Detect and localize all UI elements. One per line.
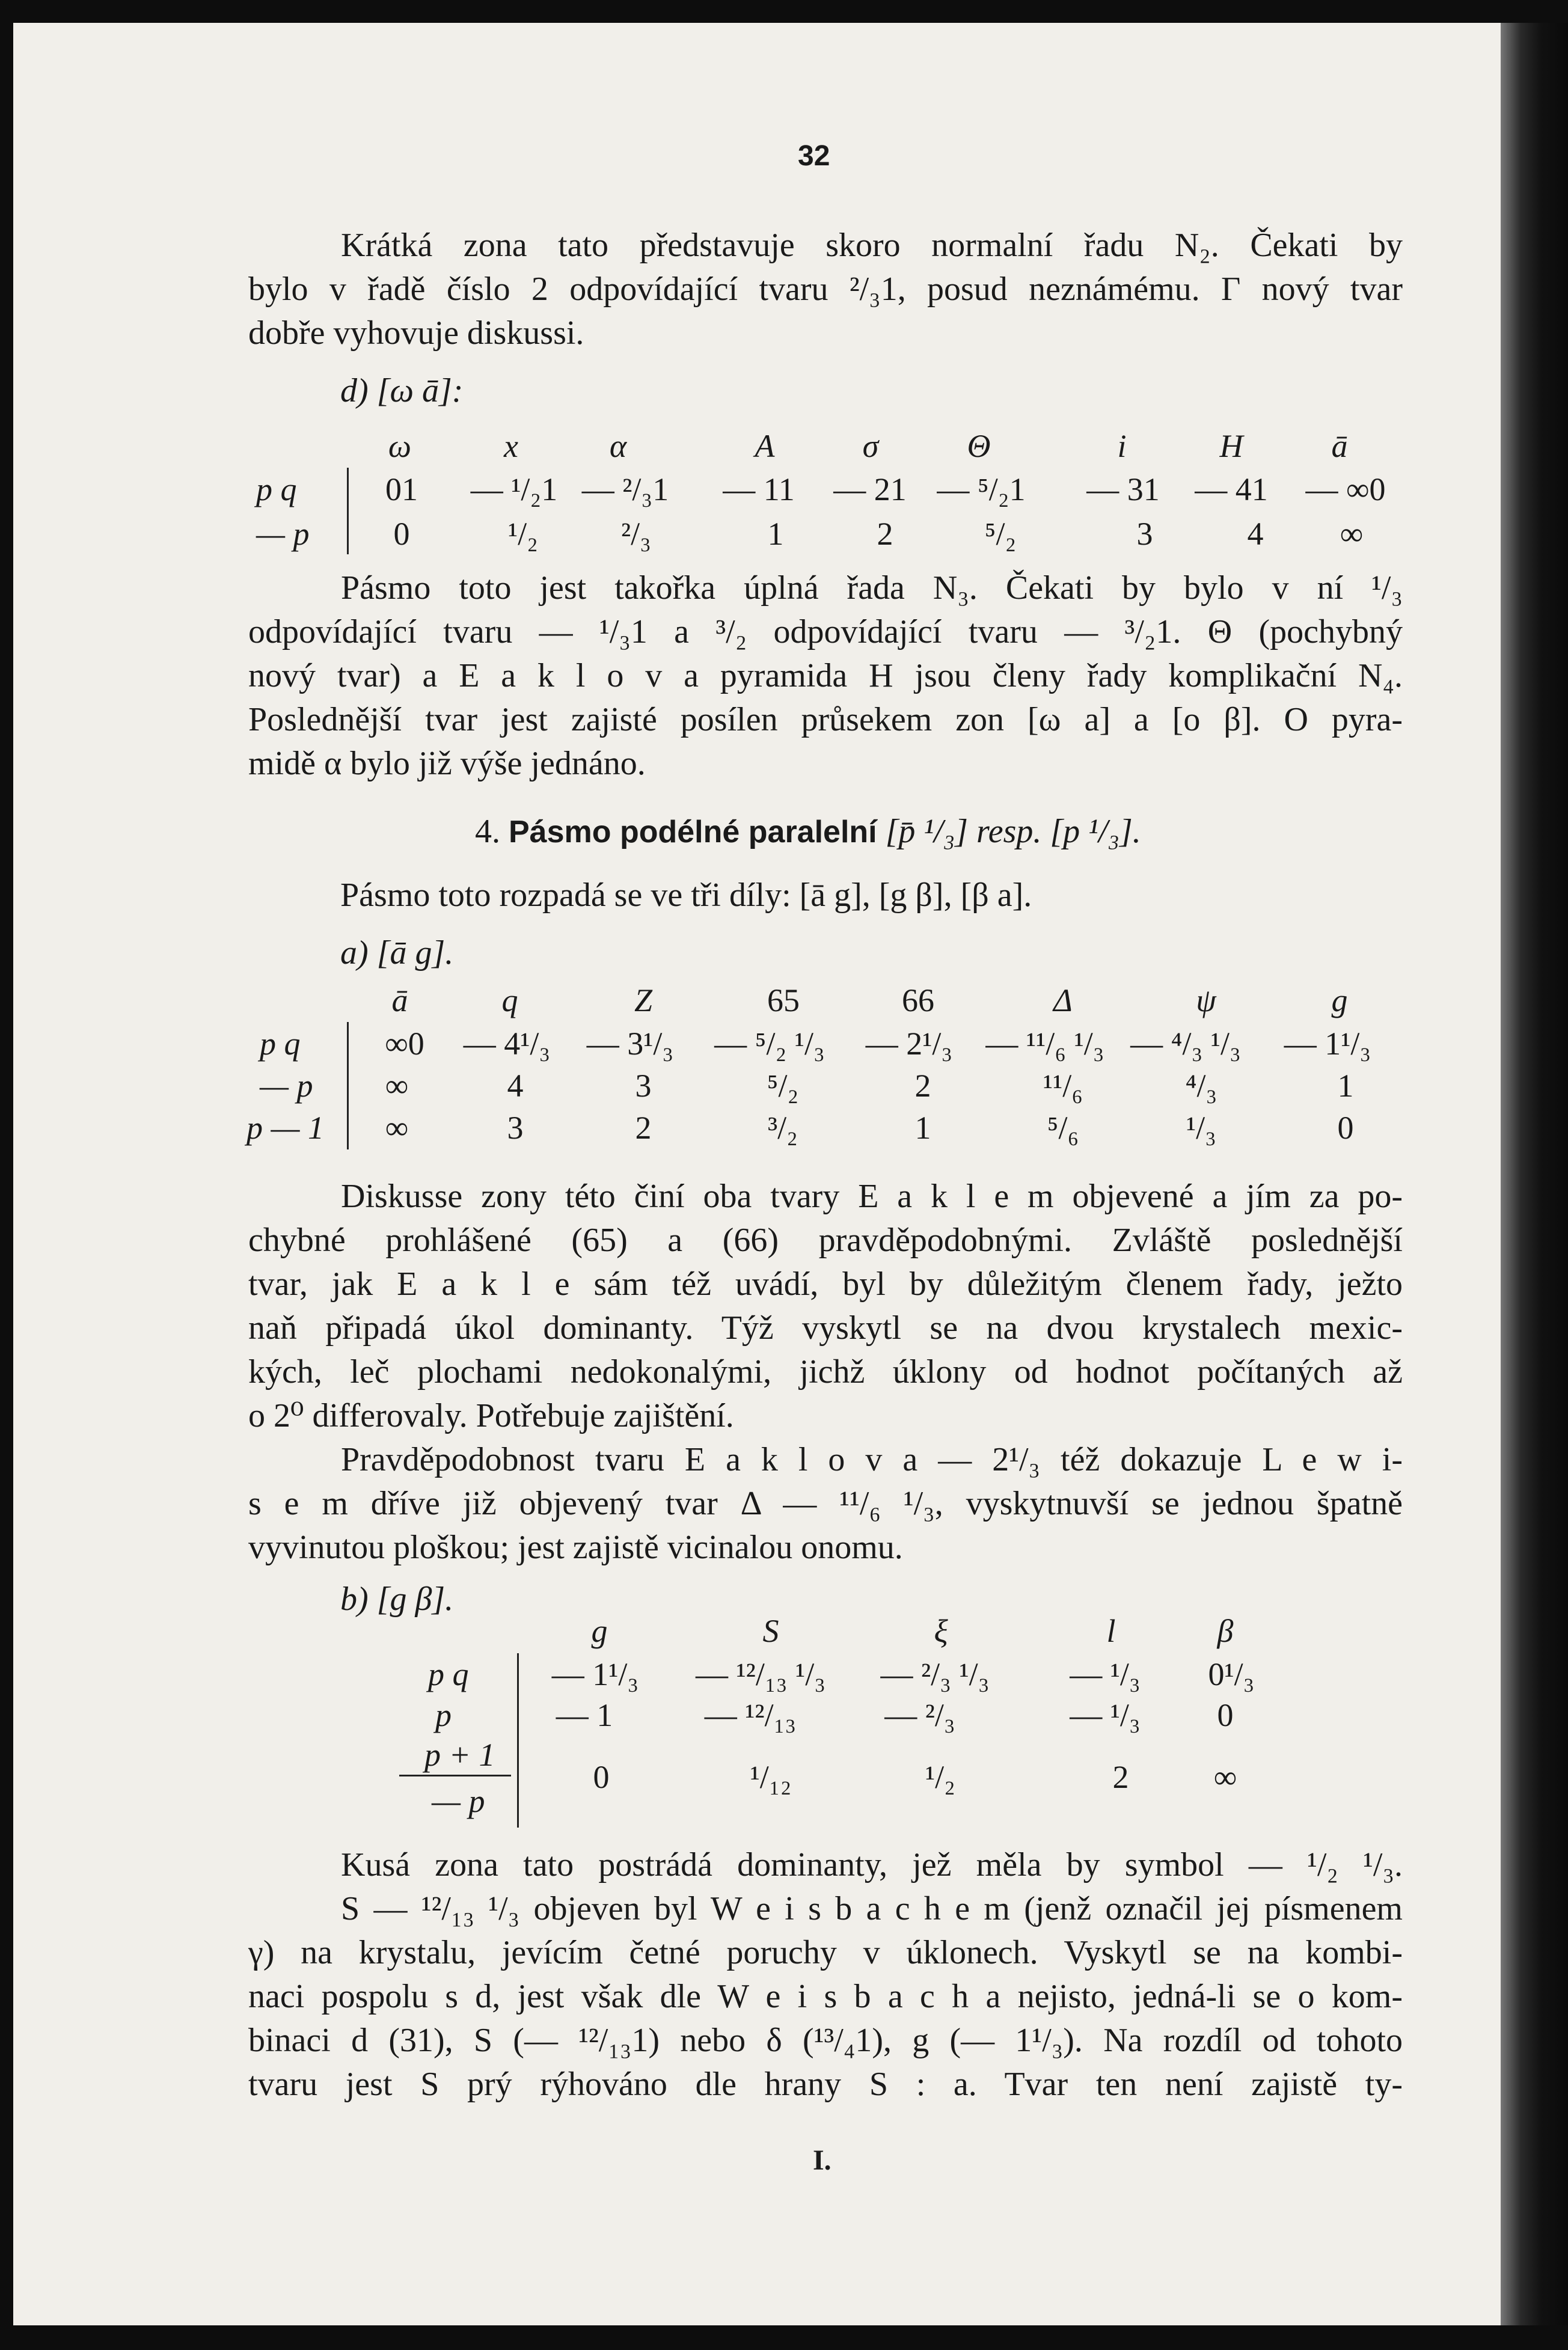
table-b-r1-c1: — ¹²/₁₃ xyxy=(704,1697,797,1733)
table-a-r0-c1: — 4¹/₃ xyxy=(463,1026,551,1062)
paragraph6-line1: Kusá zona tato postrádá dominanty, jež měla by symbol — ¹/₂ ¹/₃. xyxy=(341,1846,1403,1883)
table-a-divider xyxy=(347,1022,349,1149)
paragraph2-line5: midě α bylo již výše jednáno. xyxy=(248,745,646,782)
section-a-heading: a) [ā g]. xyxy=(340,934,454,972)
paragraph4-line2: chybné prohlášené (65) a (66) pravděpodobnými. Zvláště poslednější xyxy=(248,1222,1403,1259)
paragraph2-line1: Pásmo toto jest takořka úplná řada N₃. Čekati by bylo v ní ¹/₃ xyxy=(341,569,1403,607)
paragraph4-line6: o 2⁰ differovaly. Potřebuje zajištění. xyxy=(248,1397,734,1434)
table-a-r1-c6: ⁴/₃ xyxy=(1185,1068,1217,1104)
paragraph1-line3: dobře vyhovuje diskussi. xyxy=(248,314,584,352)
section4-number: 4. xyxy=(475,813,500,850)
paragraph6-line2: S — ¹²/₁₃ ¹/₃ objeven byl W e i s b a c h e m (jenž označil jej písmenem xyxy=(341,1890,1403,1927)
paragraph4-line3: tvar, jak E a k l e sám též uvádí, byl by důležitým členem řady, ježto xyxy=(248,1265,1403,1303)
table-b-r1-c4: 0 xyxy=(1217,1697,1234,1733)
table-d-r1-c6: 3 xyxy=(1136,516,1153,552)
table-d-header-4: σ xyxy=(862,428,879,464)
table-d-header-7: H xyxy=(1219,428,1243,464)
table-b-r2-c1: ¹/₁₂ xyxy=(750,1759,792,1795)
table-b-r2-c0: 0 xyxy=(593,1759,610,1795)
table-a-header-0: ā xyxy=(391,982,408,1018)
table-a-r1-c1: 4 xyxy=(507,1068,524,1104)
paragraph6-line3: γ) na krystalu, jevícím četné poruchy v úklonech. Vyskytl se na kombi- xyxy=(248,1934,1403,1971)
table-b-header-2: ξ xyxy=(934,1613,948,1649)
paragraph6-line5: binaci d (31), S (— ¹²/₁₃1) nebo δ (¹³/₄1), g (— 1¹/₃). Na rozdíl od tohoto xyxy=(248,2022,1403,2059)
table-d-r0-c1: — ¹/₂1 xyxy=(470,471,558,507)
table-a-r0-c2: — 3¹/₃ xyxy=(586,1026,674,1062)
table-b-r0-c4: 0¹/₃ xyxy=(1208,1656,1255,1692)
table-d-r1-c7: 4 xyxy=(1247,516,1264,552)
table-a-r1-c5: ¹¹/₆ xyxy=(1043,1068,1083,1104)
table-b-r1-c2: — ²/₃ xyxy=(884,1697,955,1733)
table-b-divider xyxy=(517,1653,519,1828)
table-d-r0-c5: — ⁵/₂1 xyxy=(937,471,1026,507)
table-a-r1-c7: 1 xyxy=(1337,1068,1354,1104)
table-a-header-5: Δ xyxy=(1053,982,1073,1018)
page-number: 32 xyxy=(798,140,830,172)
table-b-r2-c4: ∞ xyxy=(1213,1759,1237,1795)
table-a-row1-label: — p xyxy=(260,1068,313,1104)
table-a-header-7: g xyxy=(1331,982,1348,1018)
section-b-heading: b) [g β]. xyxy=(340,1580,454,1618)
paragraph4-line1: Diskusse zony této činí oba tvary E a k l e m objevené a jím za po- xyxy=(341,1178,1403,1215)
table-a-r1-c0: ∞ xyxy=(385,1068,409,1104)
table-a-r2-c6: ¹/₃ xyxy=(1186,1110,1217,1146)
table-a-r0-c3: — ⁵/₂ ¹/₃ xyxy=(714,1026,825,1062)
table-a-header-4: 66 xyxy=(902,982,934,1018)
table-d-header-6: i xyxy=(1117,428,1127,464)
table-d-divider xyxy=(347,468,349,554)
paragraph6-line6: tvaru jest S prý rýhováno dle hrany S : a. Tvar ten není zajistě ty- xyxy=(248,2066,1403,2103)
table-d-r1-c3: 1 xyxy=(767,516,784,552)
table-a-r2-c3: ³/₂ xyxy=(767,1110,798,1146)
table-a-header-3: 65 xyxy=(767,982,800,1018)
table-a-r2-c0: ∞ xyxy=(385,1110,409,1146)
table-d-r0-c6: — 31 xyxy=(1086,471,1160,507)
table-d-row1-label: — p xyxy=(256,516,310,552)
table-b-r0-c0: — 1¹/₃ xyxy=(551,1656,639,1692)
table-a-r1-c3: ⁵/₂ xyxy=(767,1068,799,1104)
table-d-header-0: ω xyxy=(388,428,412,464)
table-b-header-4: β xyxy=(1217,1613,1234,1649)
table-b-r2-c2: ¹/₂ xyxy=(925,1759,956,1795)
table-a-r2-c4: 1 xyxy=(914,1110,931,1146)
paragraph4-line5: kých, leč plochami nedokonalými, jichž úklony od hodnot počítaných až xyxy=(248,1353,1403,1391)
table-a-r0-c5: — ¹¹/₆ ¹/₃ xyxy=(985,1026,1104,1062)
table-b-row1-label: p xyxy=(435,1697,452,1733)
table-b-header-1: S xyxy=(762,1613,779,1649)
table-a-r1-c2: 3 xyxy=(635,1068,652,1104)
table-b-r0-c1: — ¹²/₁₃ ¹/₃ xyxy=(695,1656,826,1692)
table-b-r0-c2: — ²/₃ ¹/₃ xyxy=(880,1656,990,1692)
table-a-row2-label: p — 1 xyxy=(247,1110,325,1146)
table-b-r2-c3: 2 xyxy=(1112,1759,1129,1795)
table-d-r0-c2: — ²/₃1 xyxy=(581,471,669,507)
table-d-r0-c3: — 11 xyxy=(723,471,795,507)
section-d-heading: d) [ω ā]: xyxy=(340,372,464,409)
table-a-r2-c7: 0 xyxy=(1337,1110,1354,1146)
paragraph5-line2: s e m dříve již objevený tvar Δ — ¹¹/₆ ¹/₃, vyskytnuvší se jednou špatně xyxy=(248,1485,1403,1522)
table-d-r0-c8: — ∞0 xyxy=(1305,471,1386,507)
table-b-row0-label: p q xyxy=(428,1656,469,1692)
paragraph4-line4: naň připadá úkol dominanty. Týž vyskytl se na dvou krystalech mexic- xyxy=(248,1309,1403,1347)
table-a-header-2: Z xyxy=(634,982,653,1018)
table-b-fraction-bar xyxy=(399,1775,511,1776)
page-edge-shadow xyxy=(1501,23,1568,2325)
paragraph6-line4: naci pospolu s d, jest však dle W e i s b a c h a nejisto, jedná-li se o kom- xyxy=(248,1978,1403,2015)
table-a-r0-c4: — 2¹/₃ xyxy=(865,1026,953,1062)
table-d-header-5: Θ xyxy=(967,428,991,464)
footer-signature: I. xyxy=(813,2144,831,2176)
paragraph5-line1: Pravděpodobnost tvaru E a k l o v a — 2¹/₃ též dokazuje L e w i- xyxy=(341,1441,1403,1478)
table-a-r2-c1: 3 xyxy=(507,1110,524,1146)
paragraph3: Pásmo toto rozpadá se ve tři díly: [ā g], [g β], [β a]. xyxy=(340,877,1032,914)
paragraph1-line2: bylo v řadě číslo 2 odpovídající tvaru ²/₃1, posud neznámému. Γ nový tvar xyxy=(248,271,1403,308)
table-d-r0-c4: — 21 xyxy=(833,471,907,507)
table-a-header-1: q xyxy=(501,982,518,1018)
table-b-header-3: l xyxy=(1106,1613,1116,1649)
section4-title: Pásmo podélné paralelní xyxy=(509,815,877,849)
table-a-r0-c7: — 1¹/₃ xyxy=(1284,1026,1371,1062)
table-d-r1-c1: ¹/₂ xyxy=(507,516,539,552)
table-d-header-2: α xyxy=(609,428,627,464)
table-d-r1-c4: 2 xyxy=(877,516,893,552)
section4-rest: [p̄ ¹/₃] resp. [p ¹/₃]. xyxy=(885,813,1141,850)
paragraph1-line1: Krátká zona tato představuje skoro normalní řadu N₂. Čekati by xyxy=(341,227,1403,264)
table-d-header-8: ā xyxy=(1331,428,1348,464)
paragraph2-line3: nový tvar) a E a k l o v a pyramida H jsou členy řady komplikační N₄. xyxy=(248,657,1403,694)
table-a-r1-c4: 2 xyxy=(914,1068,931,1104)
table-b-r0-c3: — ¹/₃ xyxy=(1070,1656,1141,1692)
table-d-header-1: x xyxy=(504,428,518,464)
table-d-r1-c2: ²/₃ xyxy=(620,516,652,552)
table-a-header-6: ψ xyxy=(1196,982,1216,1018)
paragraph2-line4: Poslednější tvar jest zajisté posílen průsekem zon [ω a] a [o β]. O pyra- xyxy=(248,701,1403,738)
table-d-header-3: A xyxy=(755,428,775,464)
table-a-r0-c0: ∞0 xyxy=(385,1026,424,1062)
table-a-row0-label: p q xyxy=(260,1026,301,1062)
table-b-r1-c3: — ¹/₃ xyxy=(1070,1697,1141,1733)
table-d-r1-c5: ⁵/₂ xyxy=(984,516,1017,552)
table-b-row2-label-num: p + 1 xyxy=(424,1737,495,1773)
paragraph2-line2: odpovídající tvaru — ¹/₃1 a ³/₂ odpovídající tvaru — ³/₂1. Θ (pochybný xyxy=(248,613,1403,650)
paragraph5-line3: vyvinutou ploškou; jest zajistě vicinalou onomu. xyxy=(248,1529,903,1566)
table-a-r2-c5: ⁵/₆ xyxy=(1047,1110,1079,1146)
table-b-row2-label-den: — p xyxy=(432,1783,485,1819)
table-b-header-0: g xyxy=(591,1613,608,1649)
section4-heading xyxy=(475,810,1141,854)
table-d-r1-c8: ∞ xyxy=(1340,516,1364,552)
table-a-r2-c2: 2 xyxy=(635,1110,652,1146)
table-d-r1-c0: 0 xyxy=(393,516,410,552)
table-d-r0-c0: 01 xyxy=(385,471,418,507)
table-d-r0-c7: — 41 xyxy=(1195,471,1268,507)
table-b-r1-c0: — 1 xyxy=(556,1697,613,1733)
table-d-row0-label: p q xyxy=(256,471,297,507)
table-a-r0-c6: — ⁴/₃ ¹/₃ xyxy=(1130,1026,1241,1062)
